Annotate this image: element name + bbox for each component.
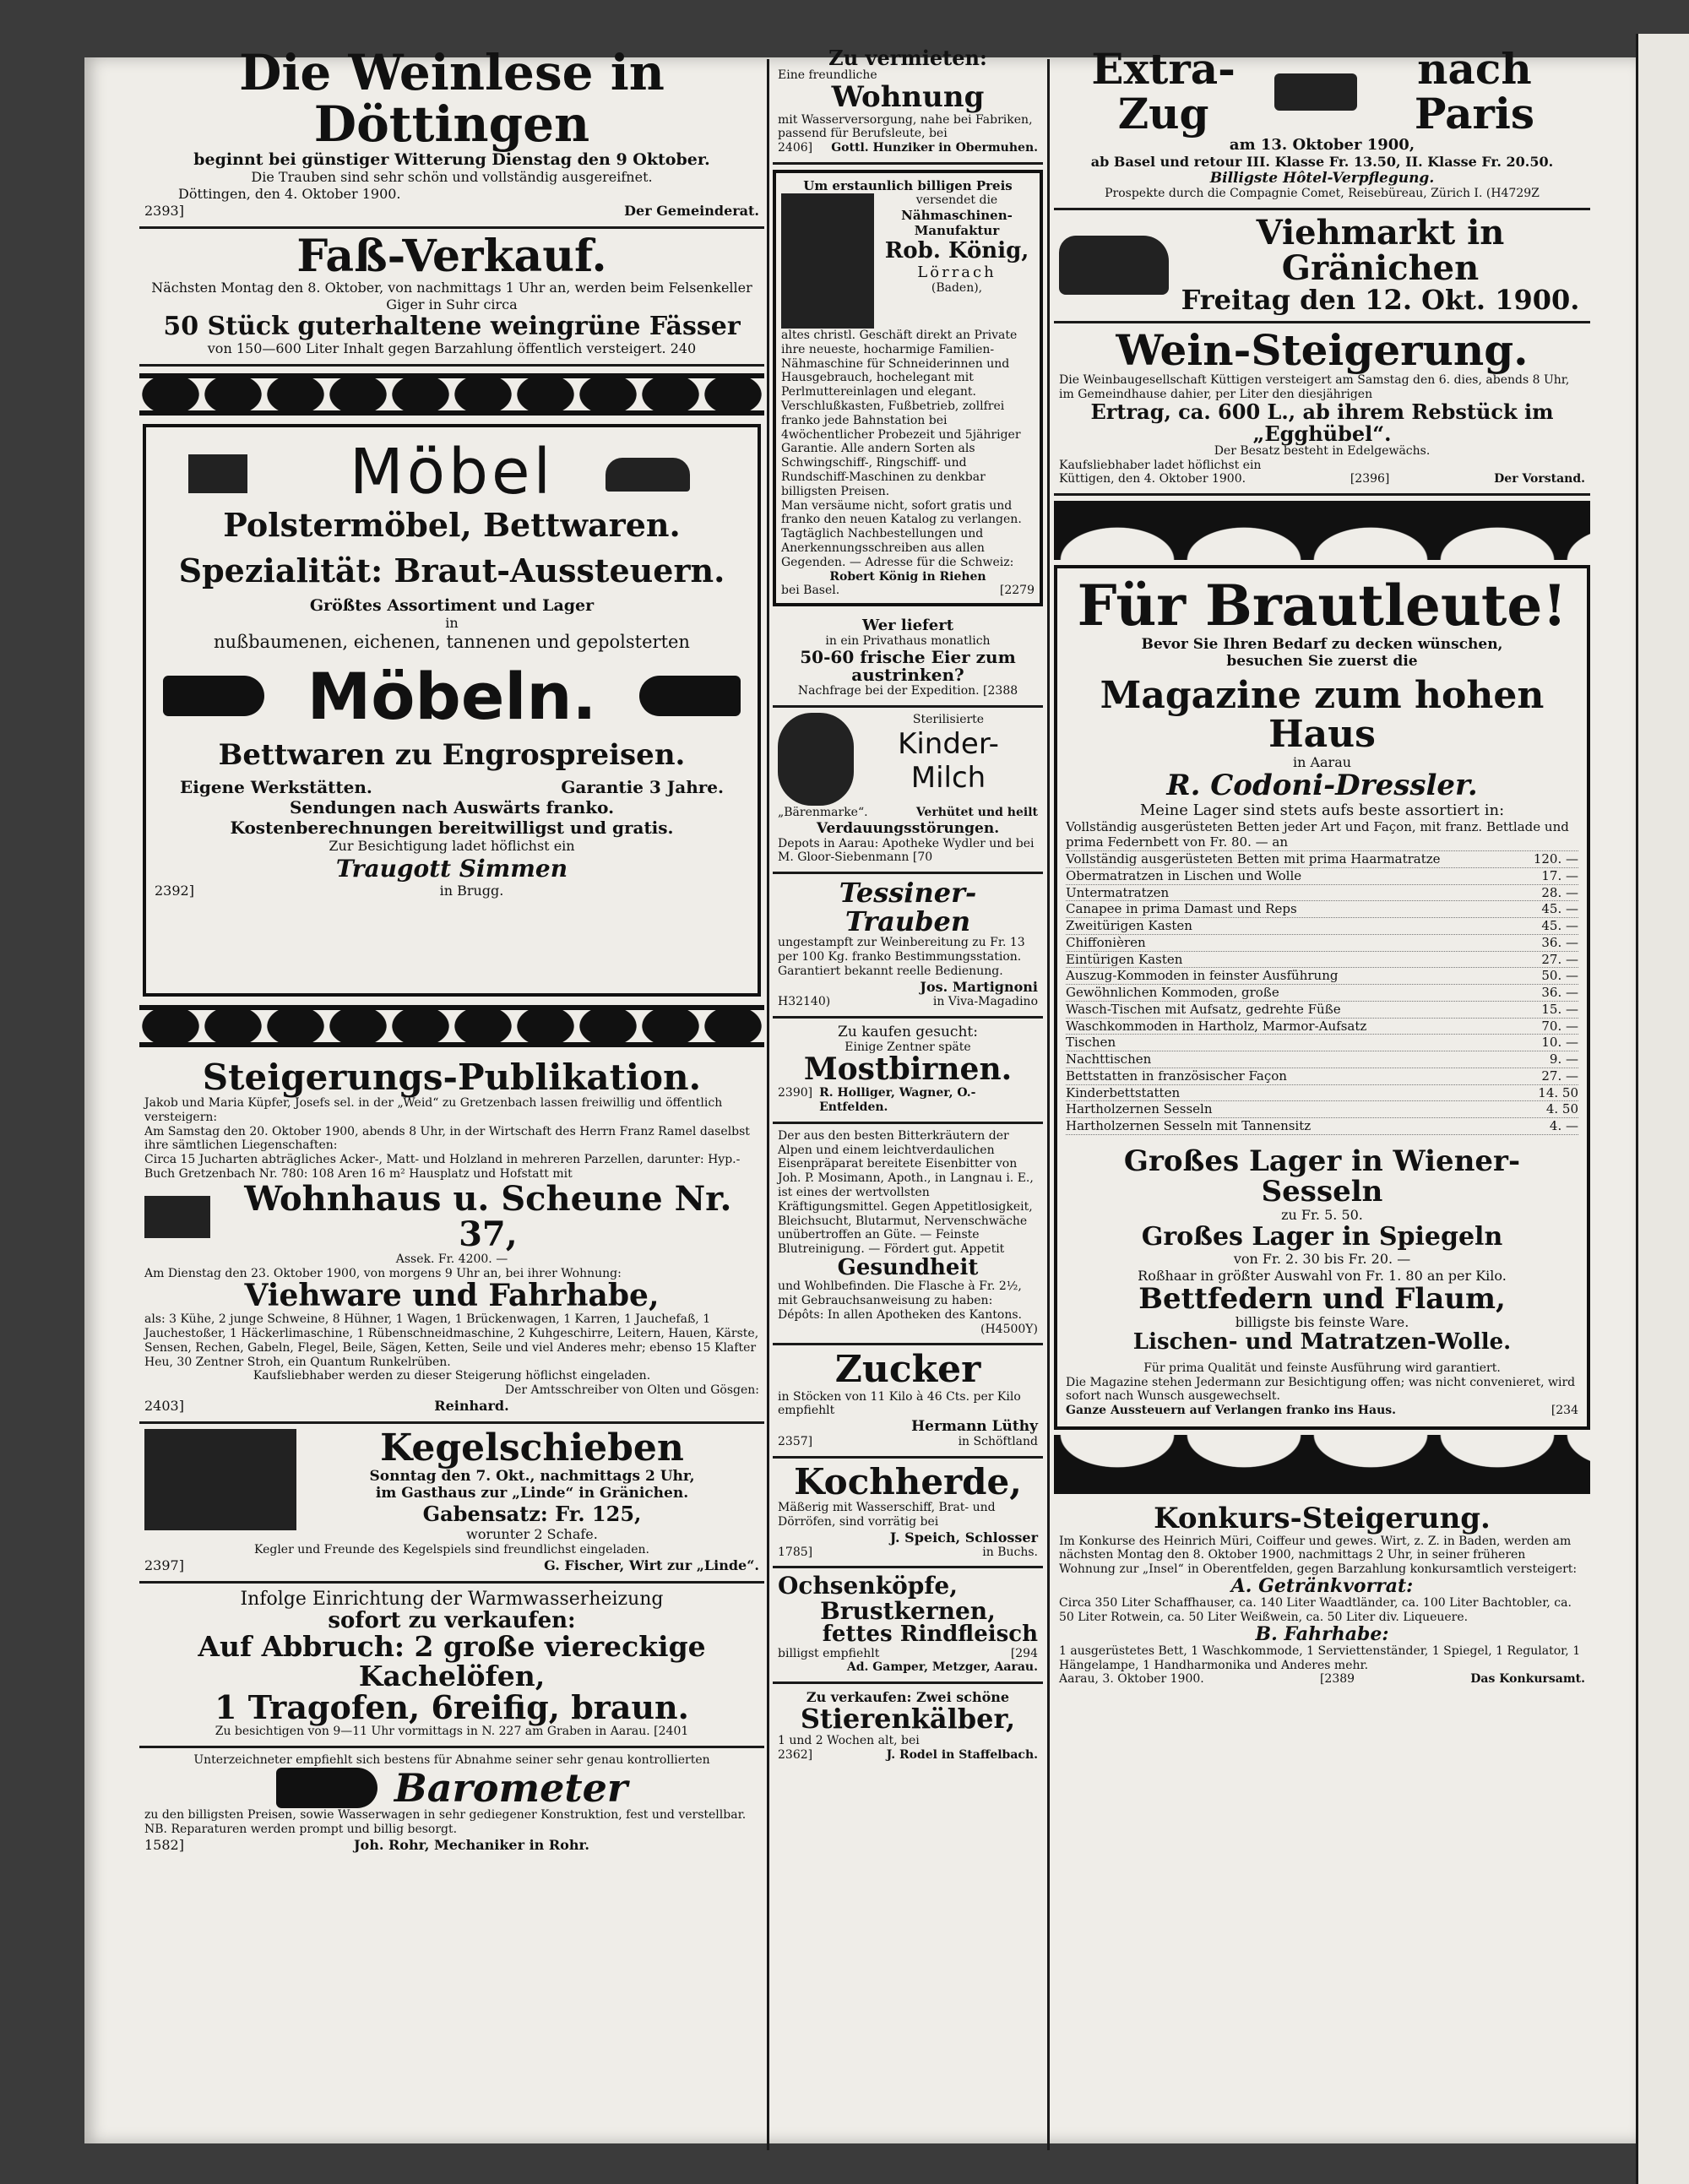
ad-signature: Ad. Gamper, Metzger, Aarau. bbox=[846, 1660, 1038, 1675]
ad-text: Kaufsliebhaber ladet höflichst ein bbox=[1059, 458, 1262, 472]
ad-headline: Viehmarkt in Gränichen bbox=[1256, 212, 1505, 288]
ad-headline: Wohnhaus u. Scheune Nr. 37, bbox=[244, 1178, 732, 1254]
ad-place: in Viva-Magadino bbox=[932, 994, 1038, 1008]
ad-signature: J. Rodel in Staffelbach. bbox=[886, 1747, 1038, 1762]
ad-text: Roßhaar in größter Auswahl von Fr. 1. 80 an per Kilo. bbox=[1138, 1267, 1507, 1284]
column-middle bbox=[773, 42, 1043, 2159]
ad-title: Faß-Verkauf. bbox=[296, 230, 607, 282]
ad-text: Der Besatz besteht in Edelgewächs. bbox=[1214, 443, 1431, 458]
ad-text: Einige Zentner späte bbox=[844, 1040, 971, 1054]
ad-subtitle: B. Fahrhabe: bbox=[1255, 1622, 1389, 1645]
price-list-label: Nachttischen bbox=[1066, 1051, 1152, 1068]
ad-signature: Reinhard. bbox=[434, 1397, 509, 1414]
ad-text: nußbaumenen, eichenen, tannenen und gepolsterten bbox=[214, 631, 690, 652]
ad-headline: Brustkernen, bbox=[820, 1596, 996, 1625]
sewing-machine-illustration bbox=[781, 193, 874, 329]
ad-text: altes christl. Geschäft direkt an Private ihre neueste, hocharmige Familien-Nähmaschine für Schneiderinnen und Hausgebrauch, hochelegant mit Perlmuttereinlagen und elegant. Verschlußkasten, Fußbetrieb, zollfrei franko jede Bahnstation bei 4wöchentlicher Probezeit und 5jähriger Garantie. Alle andern Sorten als Schwingschiff-, Ringschiff- und Rundschiff-Maschinen zu denkbar billigsten Preisen. bbox=[781, 329, 1021, 498]
ad-place: in Brugg. bbox=[439, 883, 504, 899]
ad-kochherde bbox=[773, 1459, 1043, 1568]
ad-text: besuchen Sie zuerst die bbox=[1226, 652, 1418, 670]
column-right bbox=[1054, 42, 1590, 2159]
ad-text: Nachfrage bei der Expedition. [2388 bbox=[797, 684, 1018, 698]
ad-text: in ein Privathaus monatlich bbox=[825, 634, 991, 649]
ad-headline: Viehware und Fahrhabe, bbox=[244, 1278, 660, 1314]
column-rule bbox=[1047, 59, 1050, 2150]
price-list-item bbox=[1066, 918, 1578, 935]
ad-place: Lörrach bbox=[917, 263, 997, 281]
ad-signature: Gottl. Hunziker in Obermuhen. bbox=[831, 141, 1038, 155]
price-list-label: Chiffonièren bbox=[1066, 934, 1146, 950]
ad-text: Sterilisierte bbox=[912, 712, 985, 726]
ad-number: 2390] bbox=[778, 1086, 813, 1100]
price-list-label: Vollständig ausgerüsteten Betten jeder Art und Façon, mit franz. Bettlade und prima Federnbett von Fr. 80. — an bbox=[1066, 818, 1569, 850]
ad-subtitle: Spezialität: Braut-Aussteuern. bbox=[178, 551, 725, 589]
ad-ofen bbox=[139, 1584, 764, 1748]
ad-text: Der aus den besten Bitterkräutern der Alpen und einem leichtverdaulichen Eisenpräparat bereitete Eisenbitter von Joh. P. Mosimann, Apoth., in Langnau i. E., ist eines der wertvollsten Kräftigungsmittel. Gegen Appetitlosigkeit, Bleichsucht, Blutarmut, Nervenschwäche unübertroffen an Güte. — Feinste Blutreinigung. — Fördert gut. Appetit bbox=[778, 1128, 1034, 1257]
ad-eier bbox=[773, 611, 1043, 708]
price-list-price: 36. — bbox=[1541, 985, 1578, 1001]
ad-title: Zu vermieten: bbox=[828, 46, 987, 70]
ad-title: Kegelschieben bbox=[380, 1426, 684, 1470]
ad-number: 2357] bbox=[778, 1435, 813, 1449]
ad-place: Döttingen, den 4. Oktober 1900. bbox=[178, 185, 401, 202]
ad-headline: Ochsenköpfe, bbox=[778, 1572, 958, 1600]
ad-text: Sonntag den 7. Okt., nachmittags 2 Uhr, bbox=[369, 1468, 695, 1486]
ad-text: Billigste Hôtel-Verpflegung. bbox=[1209, 170, 1435, 187]
ad-text: Gabensatz: Fr. 125, bbox=[422, 1502, 642, 1527]
price-list-price: 27. — bbox=[1541, 951, 1578, 967]
price-list-label: Canapee in prima Damast und Reps bbox=[1066, 901, 1297, 917]
ad-place: Aarau, 3. Oktober 1900. bbox=[1059, 1672, 1204, 1687]
price-list-price: 28. — bbox=[1541, 884, 1578, 900]
ad-headline: Tessiner- bbox=[839, 877, 977, 910]
ad-signature: R. Holliger, Wagner, O.-Entfelden. bbox=[819, 1086, 976, 1114]
ad-text: versendet die bbox=[915, 193, 998, 208]
ad-text: als: 3 Kühe, 2 junge Schweine, 8 Hühner, 1 Wagen, 1 Brückenwagen, 1 Karren, 1 Jauchefaß, 1 Jauchestoßer, 1 Häckerlimaschine, 1 Rübenschneidmaschine, 2 Kuhgeschirre, Leitern, Hauen, Kärste, Sensen, Rechen, Gabeln, Flegel, Beile, Sägen, Ketten, Seile und viel Anderes mehr; ebenso 15 Klafter Heu, 30 Zentner Stroh, ein Quantum Runkelrüben. bbox=[144, 1312, 759, 1369]
ad-text: Zu kaufen gesucht: bbox=[838, 1023, 978, 1040]
ad-headline: Barometer bbox=[394, 1764, 628, 1811]
price-list-price: 14. 50 bbox=[1538, 1084, 1578, 1100]
next-page-edge bbox=[1636, 34, 1689, 2184]
price-list-label: Gewöhnlichen Kommoden, große bbox=[1066, 985, 1279, 1001]
ad-headline: Gesundheit bbox=[837, 1254, 979, 1280]
ad-text: Bevor Sie Ihren Bedarf zu decken wünschen, bbox=[1141, 635, 1503, 653]
ad-number: 2403] bbox=[144, 1397, 184, 1414]
ad-text: in bbox=[445, 614, 459, 631]
ad-subtitle: sofort zu verkaufen: bbox=[328, 1607, 576, 1633]
ad-headline: 50 Stück guterhaltene weingrüne Fässer bbox=[163, 312, 741, 342]
ad-text: Dépôts: In allen Apotheken des Kantons. bbox=[778, 1307, 1023, 1322]
price-list-item bbox=[1066, 1035, 1578, 1051]
cow-illustration bbox=[1059, 236, 1169, 295]
ad-text: Zu verkaufen: Zwei schöne bbox=[806, 1689, 1010, 1706]
ad-text: Für prima Qualität und feinste Ausführung wird garantiert. bbox=[1143, 1361, 1501, 1375]
ad-text: Im Konkurse des Heinrich Müri, Coiffeur und gewes. Wirt, z. Z. in Baden, werden am nächsten Montag den 8. Oktober 1900, nachmittags 2 Uhr, in seiner früheren Wohnung zur „Insel“ in Oberentfelden, gegen Barzahlung konkursamtlich versteigert: bbox=[1059, 1534, 1578, 1577]
ad-mostbirnen bbox=[773, 1019, 1043, 1124]
ad-text: zu den billigsten Preisen, sowie Wasserwagen in sehr gediegener Konstruktion, fest und verstellbar. bbox=[144, 1808, 747, 1823]
price-list-item bbox=[1066, 1002, 1578, 1019]
price-list-item bbox=[1066, 935, 1578, 952]
price-list-price: 4. — bbox=[1549, 1118, 1578, 1134]
price-list-item bbox=[1066, 952, 1578, 969]
ad-text: Nähmaschinen-Manufaktur bbox=[901, 207, 1013, 238]
ad-text: bei Basel. bbox=[781, 584, 840, 598]
ad-text: Um erstaunlich billigen Preis bbox=[803, 178, 1013, 194]
price-list-price: 15. — bbox=[1541, 1001, 1578, 1017]
ad-number: [2279 bbox=[999, 584, 1035, 598]
ad-eisenbitter bbox=[773, 1124, 1043, 1346]
ad-text: zu Fr. 5. 50. bbox=[1281, 1207, 1363, 1224]
ad-text: Kegler und Freunde des Kegelspiels sind freundlichst eingeladen. bbox=[254, 1543, 649, 1557]
ad-naehmaschinen bbox=[773, 170, 1043, 606]
ad-text: Circa 15 Jucharten abträgliches Acker-, Matt- und Holzland in mehreren Parzellen, darunter: Hyp.-Buch Gretzenbach Nr. 780: 108 Aren 16 m² Hausplatz und Hofstatt mit bbox=[144, 1153, 741, 1181]
ad-text: im Gasthaus zur „Linde“ in Gränichen. bbox=[375, 1485, 689, 1502]
pointing-hand-icon bbox=[639, 676, 741, 716]
ad-text: 1 ausgerüstetes Bett, 1 Waschkommode, 1 Serviettenständer, 1 Spiegel, 1 Regulator, 1 Hängelampe, 1 Handharmonika und Anderes mehr. bbox=[1059, 1643, 1581, 1672]
ad-text: Größtes Assortiment und Lager bbox=[309, 595, 595, 615]
ad-place: in Schöftland bbox=[958, 1435, 1038, 1449]
ad-text: (Baden), bbox=[931, 280, 983, 295]
ad-text: und Wohlbefinden. Die Flasche à Fr. 2½, mit Gebrauchsanweisung zu haben: bbox=[778, 1279, 1022, 1308]
price-list-price: 70. — bbox=[1541, 1018, 1578, 1034]
price-list-item bbox=[1066, 1051, 1578, 1068]
ad-text: in Aarau bbox=[1292, 753, 1352, 770]
ad-text: Die Trauben sind sehr schön und vollständig ausgereifnet. bbox=[251, 168, 653, 185]
ad-fass bbox=[139, 229, 764, 367]
price-list-item bbox=[1066, 819, 1578, 852]
ad-viehmarkt bbox=[1054, 210, 1590, 324]
price-list-price: 50. — bbox=[1541, 968, 1578, 984]
ad-subtitle: Freitag den 12. Okt. 1900. bbox=[1181, 283, 1580, 316]
ad-headline: Zucker bbox=[834, 1348, 981, 1392]
ad-headline: Milch bbox=[910, 760, 986, 795]
ad-text: Zur Besichtigung ladet höflichst ein bbox=[329, 838, 575, 855]
ad-text: 1 und 2 Wochen alt, bei bbox=[778, 1733, 920, 1747]
ad-text: billigste bis feinste Ware. bbox=[1235, 1314, 1409, 1331]
ad-headline: Wohnung bbox=[831, 79, 985, 114]
price-list-item bbox=[1066, 985, 1578, 1002]
bowling-illustration bbox=[144, 1429, 296, 1530]
ad-text: beginnt bei günstiger Witterung Dienstag den 9 Oktober. bbox=[193, 149, 710, 169]
ad-headline: Kochherde, bbox=[794, 1460, 1022, 1502]
price-list-label: Wasch-Tischen mit Aufsatz, gedrehte Füße bbox=[1066, 1001, 1341, 1017]
ad-headline: Auf Abbruch: 2 große viereckige Kachelöfen, bbox=[198, 1630, 706, 1692]
ad-name: Traugott Simmen bbox=[335, 855, 568, 883]
ad-number: 2392] bbox=[155, 883, 194, 899]
ad-headline: Bettfedern und Flaum, bbox=[1138, 1281, 1506, 1316]
column-left bbox=[139, 42, 764, 2159]
price-list-label: Zweitürigen Kasten bbox=[1066, 918, 1192, 934]
ad-text: Prospekte durch die Compagnie Comet, Reisebüreau, Zürich I. (H4729Z bbox=[1105, 187, 1540, 200]
ad-number: [234 bbox=[1551, 1404, 1578, 1418]
ad-text: „Bärenmarke“. bbox=[778, 805, 868, 819]
ad-text: Depots in Aarau: Apotheke Wydler und bei M. Gloor-Siebenmann [70 bbox=[778, 836, 1035, 865]
price-list-item bbox=[1066, 868, 1578, 885]
ad-number: 2393] bbox=[144, 202, 184, 219]
sofa-illustration bbox=[606, 458, 690, 492]
ad-subtitle: Polstermöbel, Bettwaren. bbox=[223, 505, 681, 544]
ad-headline: Trauben bbox=[844, 905, 971, 937]
ad-number: 2406] bbox=[778, 141, 813, 155]
price-list-item bbox=[1066, 851, 1578, 868]
ad-text: Kaufsliebhaber werden zu dieser Steigerung höflichst eingeladen. bbox=[253, 1369, 651, 1383]
ad-weinlese bbox=[139, 42, 764, 229]
ad-text: von Fr. 2. 30 bis Fr. 20. — bbox=[1233, 1250, 1411, 1267]
ad-signature: Der Vorstand. bbox=[1494, 472, 1585, 486]
furniture-illustration bbox=[188, 454, 247, 493]
bear-illustration bbox=[778, 713, 854, 806]
price-list-label: Vollständig ausgerüsteten Betten mit prima Haarmatratze bbox=[1066, 851, 1441, 867]
ad-brautleute bbox=[1054, 565, 1590, 1430]
price-list-item bbox=[1066, 1118, 1578, 1135]
price-list-item bbox=[1066, 885, 1578, 902]
ad-number: 2397] bbox=[144, 1557, 184, 1573]
ad-text: Infolge Einrichtung der Warmwasserheizung bbox=[240, 1588, 664, 1610]
ad-text: Wer liefert bbox=[861, 617, 954, 635]
price-list-price: 10. — bbox=[1541, 1035, 1578, 1051]
ad-stierenkaelber bbox=[773, 1684, 1043, 1768]
ad-text: Am Dienstag den 23. Oktober 1900, von morgens 9 Uhr an, bei ihrer Wohnung: bbox=[144, 1266, 622, 1280]
ad-headline: fettes Rindfleisch bbox=[822, 1622, 1038, 1648]
house-illustration bbox=[144, 1196, 210, 1238]
ad-place: Küttigen, den 4. Oktober 1900. bbox=[1059, 472, 1246, 486]
ad-ochsenkoepfe bbox=[773, 1568, 1043, 1684]
ad-steigerung bbox=[139, 1054, 764, 1424]
ad-number: [294 bbox=[1010, 1646, 1038, 1660]
price-list-label: Auszug-Kommoden in feinster Ausführung bbox=[1066, 968, 1339, 984]
price-list bbox=[1066, 819, 1578, 1135]
price-list-price: 4. 50 bbox=[1545, 1101, 1578, 1117]
ad-text: Verhütet und heilt bbox=[915, 805, 1038, 819]
ad-headline: Großes Lager in Spiegeln bbox=[1141, 1222, 1503, 1252]
ad-text: Die Magazine stehen Jedermann zur Besichtigung offen; was nicht convenieret, wird sofort nach Wunsch ausgewechselt. bbox=[1066, 1375, 1576, 1404]
price-list-price: 27. — bbox=[1541, 1068, 1578, 1084]
ad-text: Unterzeichneter empfiehlt sich bestens für Abnahme seiner sehr genau kontrollierten bbox=[193, 1753, 710, 1768]
ad-text: billigst empfiehlt bbox=[778, 1646, 880, 1660]
ad-text: in Stöcken von 11 Kilo à 46 Cts. per Kilo empfiehlt bbox=[778, 1389, 1021, 1418]
price-list-item bbox=[1066, 968, 1578, 985]
ad-text: Am Samstag den 20. Oktober 1900, abends 8 Uhr, in der Wirtschaft des Herrn Franz Ramel daselbst ihre sämtlichen Liegenschaften: bbox=[144, 1124, 750, 1153]
price-list-price: 45. — bbox=[1541, 918, 1578, 934]
ad-title: Steigerungs-Publikation. bbox=[202, 1056, 702, 1098]
ad-headline: 1 Tragofen, 6reifig, braun. bbox=[215, 1688, 689, 1727]
ad-place: in Buchs. bbox=[982, 1545, 1038, 1559]
ad-title: Möbel bbox=[349, 435, 555, 508]
price-list-label: Eintürigen Kasten bbox=[1066, 951, 1183, 967]
ad-number: H32140) bbox=[778, 994, 831, 1008]
price-list-label: Hartholzernen Sesseln bbox=[1066, 1101, 1213, 1117]
pointing-hand-icon bbox=[276, 1768, 377, 1808]
ad-text: am 13. Oktober 1900, bbox=[1229, 136, 1415, 154]
ad-title: Konkurs-Steigerung. bbox=[1154, 1501, 1491, 1535]
ad-headline: Stierenkälber, bbox=[800, 1703, 1016, 1736]
ad-text: Circa 350 Liter Schaffhauser, ca. 140 Liter Waadtländer, ca. 100 Liter Bachtobler, ca. 50 Liter Rotwein, ca. 50 Liter Weißwein, ca. 50 Liter div. Liqueuere. bbox=[1059, 1596, 1572, 1624]
ad-kindermilch bbox=[773, 708, 1043, 874]
ad-text: NB. Reparaturen werden prompt und billig besorgt. bbox=[144, 1823, 458, 1837]
ad-text: mit Wasserversorgung, nahe bei Fabriken, passend für Berufsleute, bei bbox=[778, 112, 1033, 141]
ad-text: Eigene Werkstätten. bbox=[180, 777, 372, 798]
ad-text: Ganze Aussteuern auf Verlangen franko ins Haus. bbox=[1066, 1404, 1397, 1418]
price-list-price: 36. — bbox=[1541, 934, 1578, 950]
ornament-border bbox=[1054, 501, 1590, 560]
ad-konkurs bbox=[1054, 1499, 1590, 1693]
ad-signature: Der Gemeinderat. bbox=[624, 202, 759, 219]
ad-extrazug-paris bbox=[1054, 42, 1590, 210]
ad-text: Kostenberechnungen bereitwilligst und gratis. bbox=[230, 818, 674, 839]
ad-title: Für Brautleute! bbox=[1077, 573, 1567, 639]
ad-number: 2362] bbox=[778, 1747, 813, 1762]
ad-signature: Joh. Rohr, Mechaniker in Rohr. bbox=[353, 1836, 589, 1853]
ad-signature: G. Fischer, Wirt zur „Linde“. bbox=[544, 1557, 759, 1573]
ad-zucker bbox=[773, 1345, 1043, 1459]
price-list-item bbox=[1066, 1101, 1578, 1118]
ad-moebel bbox=[143, 424, 761, 997]
ad-headline: Lischen- und Matratzen-Wolle. bbox=[1132, 1329, 1512, 1355]
ad-text: Robert König in Riehen bbox=[829, 569, 986, 584]
ad-title: Wein-Steigerung. bbox=[1116, 325, 1529, 376]
ad-signature: Das Konkursamt. bbox=[1470, 1672, 1585, 1687]
ad-text: Nächsten Montag den 8. Oktober, von nachmittags 1 Uhr an, werden beim Felsenkeller Giger in Suhr circa bbox=[151, 280, 752, 313]
ad-text: von 150—600 Liter Inhalt gegen Barzahlung öffentlich versteigert. 240 bbox=[207, 340, 697, 356]
ad-text: worunter 2 Schafe. bbox=[466, 1526, 598, 1543]
ad-headline: Extra-Zug bbox=[1091, 44, 1236, 139]
ad-text: Die Weinbaugesellschaft Küttigen versteigert am Samstag den 6. dies, abends 8 Uhr, im Gemeindhause dahier, per Liter den diesjährigen bbox=[1059, 372, 1570, 401]
ad-name: R. Codoni-Dressler. bbox=[1166, 768, 1478, 802]
ad-number: 1785] bbox=[778, 1545, 813, 1559]
ornament-border bbox=[1054, 1435, 1590, 1494]
ad-text: Assek. Fr. 4200. — bbox=[395, 1252, 508, 1266]
price-list-price: 45. — bbox=[1541, 901, 1578, 917]
ad-text: Sendungen nach Auswärts franko. bbox=[289, 797, 615, 818]
ad-text: Zu besichtigen von 9—11 Uhr vormittags in N. 227 am Graben in Aarau. [2401 bbox=[215, 1725, 689, 1739]
ad-headline: Ertrag, ca. 600 L., ab ihrem Rebstück im „Egghübel“. bbox=[1090, 399, 1554, 446]
ad-text: Mäßerig mit Wasserschiff, Brat- und Dörröfen, sind vorrätig bei bbox=[778, 1501, 996, 1529]
price-list-price: 17. — bbox=[1541, 867, 1578, 883]
ad-text: Meine Lager sind stets aufs beste assortiert in: bbox=[1139, 801, 1505, 819]
ornament-border bbox=[139, 1002, 764, 1051]
locomotive-illustration bbox=[1274, 73, 1357, 111]
ad-headline: Großes Lager in Wiener-Sesseln bbox=[1123, 1144, 1521, 1209]
ad-text: Man versäume nicht, sofort gratis und franko den neuen Katalog zu verlangen. bbox=[781, 498, 1022, 527]
ad-text: Eine freundliche bbox=[778, 68, 877, 83]
pointing-hand-icon bbox=[163, 676, 264, 716]
price-list-label: Waschkommoden in Hartholz, Marmor-Aufsatz bbox=[1066, 1018, 1367, 1034]
price-list-label: Untermatratzen bbox=[1066, 884, 1170, 900]
ad-number: [2396] bbox=[1350, 472, 1390, 486]
ad-name: Hermann Lüthy bbox=[911, 1418, 1038, 1436]
ad-title: Die Weinlese in Döttingen bbox=[239, 44, 665, 153]
column-rule bbox=[767, 59, 769, 2150]
ad-subtitle: Bettwaren zu Engrospreisen. bbox=[218, 737, 686, 772]
ad-name: Jos. Martignoni bbox=[920, 978, 1038, 995]
price-list-label: Kinderbettstatten bbox=[1066, 1084, 1181, 1100]
ad-headline: nach Paris bbox=[1414, 44, 1535, 139]
ad-headline: Mostbirnen. bbox=[803, 1051, 1013, 1088]
price-list-price: 120. — bbox=[1533, 851, 1578, 867]
ad-number: (H4500Y) bbox=[980, 1322, 1038, 1336]
ad-subtitle: A. Getränkvorrat: bbox=[1230, 1574, 1414, 1597]
price-list-item bbox=[1066, 1019, 1578, 1035]
ad-text: Der Amtsschreiber von Olten und Gösgen: bbox=[504, 1383, 759, 1398]
ad-number: [2389 bbox=[1319, 1672, 1355, 1687]
ad-wohnung bbox=[773, 42, 1043, 165]
ad-wein-steigerung bbox=[1054, 323, 1590, 496]
ornament-border bbox=[139, 370, 764, 419]
ad-headline: Magazine zum hohen Haus bbox=[1100, 673, 1545, 756]
price-list-label: Hartholzernen Sesseln mit Tannensitz bbox=[1066, 1118, 1312, 1134]
price-list-label: Bettstatten in französischer Façon bbox=[1066, 1068, 1287, 1084]
ad-text: ungestampft zur Weinbereitung zu Fr. 13 per 100 Kg. franko Bestimmungsstation. Garantiert bekannt reelle Bedienung. bbox=[778, 936, 1025, 978]
ad-text: ab Basel und retour III. Klasse Fr. 13.50, II. Klasse Fr. 20.50. bbox=[1090, 154, 1554, 170]
ad-headline: Möbeln. bbox=[307, 658, 597, 734]
ad-text: Jakob und Maria Küpfer, Josefs sel. in der „Weid“ zu Gretzenbach lassen freiwillig und öffentlich versteigern: bbox=[144, 1095, 723, 1124]
ad-tessiner bbox=[773, 874, 1043, 1018]
ad-barometer bbox=[139, 1748, 764, 1861]
ad-headline: 50-60 frische Eier zum austrinken? bbox=[800, 647, 1016, 685]
price-list-label: Tischen bbox=[1066, 1035, 1116, 1051]
ad-name: J. Speich, Schlosser bbox=[889, 1529, 1038, 1546]
ad-number: 1582] bbox=[144, 1836, 184, 1853]
price-list-price: 9. — bbox=[1549, 1051, 1578, 1068]
price-list-label: Obermatratzen in Lischen und Wolle bbox=[1066, 867, 1302, 883]
ad-text: Tagtäglich Nachbestellungen und Anerkennungsschreiben aus allen Gegenden. — Adresse für die Schweiz: bbox=[781, 527, 1014, 569]
price-list-item bbox=[1066, 901, 1578, 918]
ad-name: Rob. König, bbox=[884, 237, 1029, 263]
price-list-item bbox=[1066, 1068, 1578, 1085]
ad-text: Verdauungsstörungen. bbox=[816, 819, 1000, 837]
price-list-item bbox=[1066, 1085, 1578, 1102]
ad-text: Garantie 3 Jahre. bbox=[561, 777, 724, 798]
ad-headline: Kinder- bbox=[898, 726, 999, 761]
ad-kegel bbox=[139, 1424, 764, 1584]
